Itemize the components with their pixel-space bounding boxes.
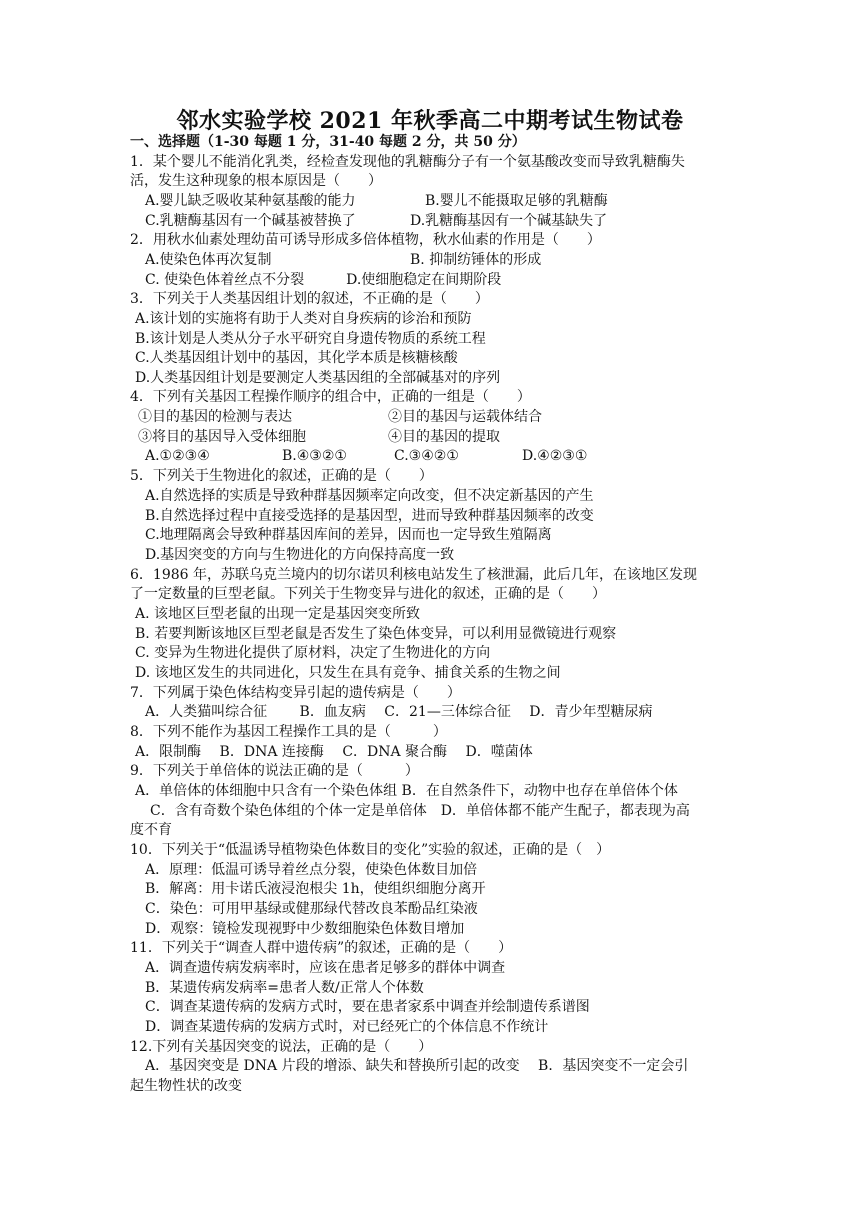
question-10-stem: 10．下列关于“低温诱导植物染色体数目的变化”实验的叙述，正确的是（ ） [130, 842, 611, 858]
question-2-option-a: A.使染色体再次复制 [145, 252, 272, 268]
question-11-option-a: A．调查遗传病发病率时，应该在患者足够多的群体中调查 [145, 960, 506, 976]
question-6-option-c: C. 变异为生物进化提供了原材料，决定了生物进化的方向 [135, 645, 491, 661]
question-4-item-3: ③将目的基因导入受体细胞 [138, 429, 306, 445]
question-3-option-c: C.人类基因组计划中的基因，其化学本质是核糖核酸 [135, 350, 458, 366]
question-7-stem: 7．下列属于染色体结构变异引起的遗传病是（ ） [130, 685, 461, 701]
question-6-option-b: B. 若要判断该地区巨型老鼠是否发生了染色体变异，可以利用显微镜进行观察 [135, 626, 617, 642]
question-1-option-b: B.婴儿不能摄取足够的乳糖酶 [425, 193, 608, 209]
question-12-stem: 12.下列有关基因突变的说法，正确的是（ ） [130, 1039, 433, 1055]
question-5-option-b: B.自然选择过程中直接受选择的是基因型，进而导致种群基因频率的改变 [145, 508, 594, 524]
question-2-stem: 2．用秋水仙素处理幼苗可诱导形成多倍体植物，秋水仙素的作用是（ ） [130, 232, 601, 248]
question-1-option-d: D.乳糖酶基因有一个碱基缺失了 [410, 213, 608, 229]
question-4-item-1: ①目的基因的检测与表达 [138, 409, 292, 425]
question-9-stem: 9．下列关于单倍体的说法正确的是（ ） [130, 763, 419, 779]
question-6-stem: 6．1986 年，苏联乌克兰境内的切尔诺贝利核电站发生了核泄漏，此后几年，在该地区发现 [130, 567, 697, 583]
question-3-option-d: D.人类基因组计划是要测定人类基因组的全部碱基对的序列 [135, 370, 501, 386]
question-11-option-b: B．某遗传病发病率=患者人数/正常人个体数 [145, 980, 424, 996]
question-1-stem-cont: 活，发生这种现象的根本原因是（ ） [130, 173, 382, 189]
question-12-options-ab-cont: 起生物性状的改变 [130, 1078, 242, 1094]
question-7-options: A．人类猫叫综合征 B．血友病 C．21—三体综合征 D．青少年型糖尿病 [145, 704, 653, 720]
question-9-options-ab: A．单倍体的体细胞中只含有一个染色体组 B．在自然条件下，动物中也存在单倍体个体 [135, 783, 678, 799]
question-3-option-b: B.该计划是人类从分子水平研究自身遗传物质的系统工程 [135, 331, 486, 347]
question-4-stem: 4．下列有关基因工程操作顺序的组合中，正确的一组是（ ） [130, 389, 531, 405]
question-1-stem: 1．某个婴儿不能消化乳类，经检查发现他的乳糖酶分子有一个氨基酸改变而导致乳糖酶失 [130, 154, 685, 170]
question-11-stem: 11．下列关于“调查人群中遗传病”的叙述，正确的是（ ） [130, 940, 513, 956]
question-1-option-c: C.乳糖酶基因有一个碱基被替换了 [145, 213, 356, 229]
question-5-stem: 5．下列关于生物进化的叙述，正确的是（ ） [130, 468, 433, 484]
question-6-stem-cont: 了一定数量的巨型老鼠。下列关于生物变异与进化的叙述，正确的是（ ） [130, 586, 606, 602]
question-5-option-c: C.地理隔离会导致种群基因库间的差异，因而也一定导致生殖隔离 [145, 527, 552, 543]
question-6-option-a: A. 该地区巨型老鼠的出现一定是基因突变所致 [135, 606, 421, 622]
question-5-option-a: A.自然选择的实质是导致种群基因频率定向改变，但不决定新基因的产生 [145, 488, 594, 504]
question-11-option-d: D．调查某遗传病的发病方式时，对已经死亡的个体信息不作统计 [145, 1019, 549, 1035]
question-4-item-4: ④目的基因的提取 [388, 429, 500, 445]
question-10-option-b: B．解离：用卡诺氏液浸泡根尖 1h，使组织细胞分离开 [145, 881, 486, 897]
question-6-option-d: D. 该地区发生的共同进化，只发生在具有竞争、捕食关系的生物之间 [135, 665, 561, 681]
exam-title: 邻水实验学校 2021 年秋季高二中期考试生物试卷 [176, 108, 684, 134]
question-4-item-2: ②目的基因与运载体结合 [388, 409, 542, 425]
question-3-stem: 3．下列关于人类基因组计划的叙述，不正确的是（ ） [130, 291, 489, 307]
question-2-option-b: B. 抑制纺锤体的形成 [410, 252, 542, 268]
question-10-option-c: C．染色：可用甲基绿或健那绿代替改良苯酚品红染液 [145, 901, 478, 917]
question-8-options: A．限制酶 B．DNA 连接酶 C．DNA 聚合酶 D．噬菌体 [135, 744, 533, 760]
question-12-options-ab: A．基因突变是 DNA 片段的增添、缺失和替换所引起的改变 B．基因突变不一定会引 [145, 1058, 689, 1074]
question-4-option-c: C.③④②① [394, 448, 459, 464]
question-5-option-d: D.基因突变的方向与生物进化的方向保持高度一致 [145, 547, 455, 563]
question-10-option-a: A．原理：低温可诱导着丝点分裂，使染色体数目加倍 [145, 862, 478, 878]
question-2-options-cd: C. 使染色体着丝点不分裂 D.使细胞稳定在间期阶段 [145, 272, 502, 288]
question-8-stem: 8．下列不能作为基因工程操作工具的是（ ） [130, 724, 447, 740]
question-9-options-cd: C．含有奇数个染色体组的个体一定是单倍体 D．单倍体都不能产生配子，都表现为高 [150, 803, 690, 819]
question-4-option-b: B.④③②① [282, 448, 347, 464]
section-heading: 一、选择题（1-30 每题 1 分，31-40 每题 2 分，共 50 分） [130, 134, 526, 150]
question-10-option-d: D．观察：镜检发现视野中少数细胞染色体数目增加 [145, 921, 465, 937]
question-1-option-a: A.婴儿缺乏吸收某种氨基酸的能力 [145, 193, 356, 209]
question-9-options-cd-cont: 度不育 [130, 822, 172, 838]
question-11-option-c: C．调查某遗传病的发病方式时，要在患者家系中调查并绘制遗传系谱图 [145, 999, 590, 1015]
question-4-option-a: A.①②③④ [145, 448, 210, 464]
question-4-option-d: D.④②③① [522, 448, 588, 464]
question-3-option-a: A.该计划的实施将有助于人类对自身疾病的诊治和预防 [135, 311, 472, 327]
